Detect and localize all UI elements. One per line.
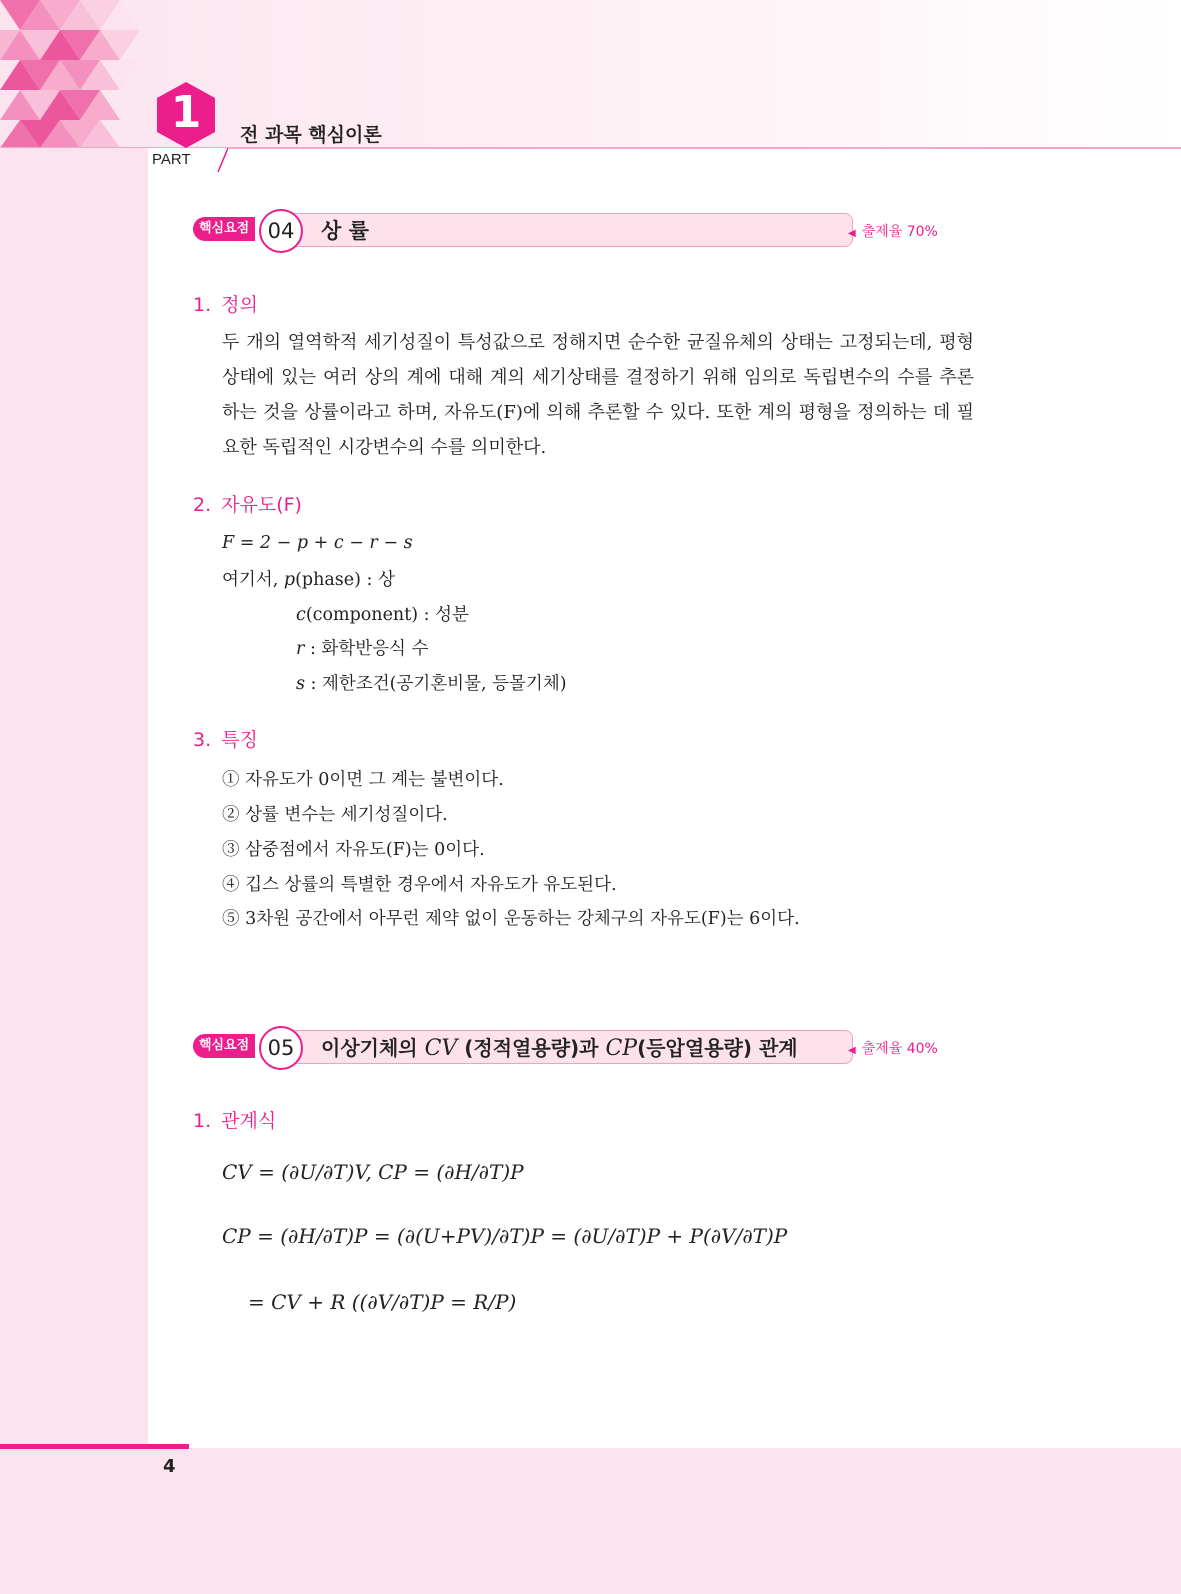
cv-symbol: CV <box>424 1036 458 1061</box>
var-desc: : 화학반응식 수 <box>304 639 429 659</box>
section-number: 05 <box>259 1026 303 1070</box>
equation-2 <box>222 1224 787 1248</box>
section-tag: 핵심요점 <box>193 1034 255 1058</box>
subheading-number: 2. <box>193 494 212 516</box>
exam-rate-text: 출제율 70% <box>861 224 938 240</box>
equation-text: CV = (∂U/∂T)V, CP = (∂H/∂T)P <box>222 1160 524 1184</box>
subheading-text: 자유도(F) <box>221 494 302 516</box>
feature-item: ⑤ 3차원 공간에서 아무런 제약 없이 운동하는 강체구의 자유도(F)는 6이다. <box>222 909 800 929</box>
left-margin-band <box>0 148 148 1448</box>
section-bar <box>293 213 853 247</box>
var-row <box>296 670 567 695</box>
var-desc: : 제한조건(공기혼비물, 등몰기체) <box>304 674 567 694</box>
feature-item: ② 상률 변수는 세기성질이다. <box>222 805 448 825</box>
feature-item: ④ 깁스 상률의 특별한 경우에서 자유도가 유도된다. <box>222 875 617 895</box>
definition-paragraph: 두 개의 열역학적 세기성질이 특성값으로 정해지면 순수한 균질유체의 상태는 고정되는데, 평형상태에 있는 여러 상의 계에 대해 계의 세기상태를 결정하기 위해 임의로 독립변수의 수를 추론하는 것을 상률이라고 하며, 자유도(F)에 의해 추론할 수 있다. 또한 계의 평형을 정의하는 데 필요한 독립적인 시강변수의 수를 의미한다. <box>222 332 974 458</box>
exam-rate-04 <box>848 221 938 241</box>
subheading-dof <box>193 490 302 517</box>
var-row <box>296 601 469 626</box>
page-number: 4 <box>163 1456 176 1477</box>
title-part: 이상기체의 <box>321 1036 418 1060</box>
part-number: 1 <box>170 87 202 138</box>
var-row <box>296 635 428 660</box>
subheading-number: 1. <box>193 1110 212 1132</box>
subheading-number: 1. <box>193 294 212 316</box>
subheading-number: 3. <box>193 729 212 751</box>
dof-formula <box>222 533 413 553</box>
feature-item: ③ 삼중점에서 자유도(F)는 0이다. <box>222 840 485 860</box>
where-label: 여기서, <box>222 570 279 590</box>
var-desc: (phase) : 상 <box>295 570 395 590</box>
var-desc: (component) : 성분 <box>305 605 469 625</box>
var-symbol: p <box>283 570 296 590</box>
section-title <box>321 1032 798 1061</box>
speaker-icon: ◀ <box>848 228 856 239</box>
section-header-04 <box>193 209 855 249</box>
section-title: 상 률 <box>321 219 369 243</box>
exam-rate-05 <box>848 1038 938 1058</box>
equation-1 <box>222 1160 524 1184</box>
part-label: PART <box>152 151 191 168</box>
title-part: (등압열용량) 관계 <box>637 1036 798 1060</box>
triangle-pattern <box>0 0 160 148</box>
feature-item: ① 자유도가 0이면 그 계는 불변이다. <box>222 770 504 790</box>
section-header-05 <box>193 1026 855 1066</box>
subheading-text: 정의 <box>221 294 258 316</box>
subheading-relations <box>193 1106 276 1133</box>
var-symbol: s <box>296 674 305 694</box>
part-title: 전 과목 핵심이론 <box>240 124 382 146</box>
footer-band <box>0 1448 1181 1594</box>
equation-text: CP = (∂H/∂T)P = (∂(U+PV)/∂T)P = (∂U/∂T)P + P(∂V/∂T)P <box>222 1224 788 1248</box>
formula-text: F = 2 − p + c − r − s <box>222 533 413 553</box>
title-part: (정적열용량)과 <box>464 1036 599 1060</box>
var-symbol: c <box>296 605 306 625</box>
var-symbol: r <box>296 639 305 659</box>
equation-text: = CV + R ((∂V/∂T)P = R/P) <box>248 1290 517 1314</box>
speaker-icon: ◀ <box>848 1045 856 1056</box>
subheading-features <box>193 725 258 752</box>
subheading-definition <box>193 290 258 317</box>
cp-symbol: CP <box>605 1036 638 1061</box>
subheading-text: 관계식 <box>221 1110 277 1132</box>
where-row <box>222 566 395 591</box>
equation-3 <box>248 1290 516 1314</box>
section-number: 04 <box>259 209 303 253</box>
subheading-text: 특징 <box>221 729 258 751</box>
footer-accent-line <box>0 1444 189 1449</box>
exam-rate-text: 출제율 40% <box>861 1041 938 1057</box>
section-tag: 핵심요점 <box>193 217 255 241</box>
